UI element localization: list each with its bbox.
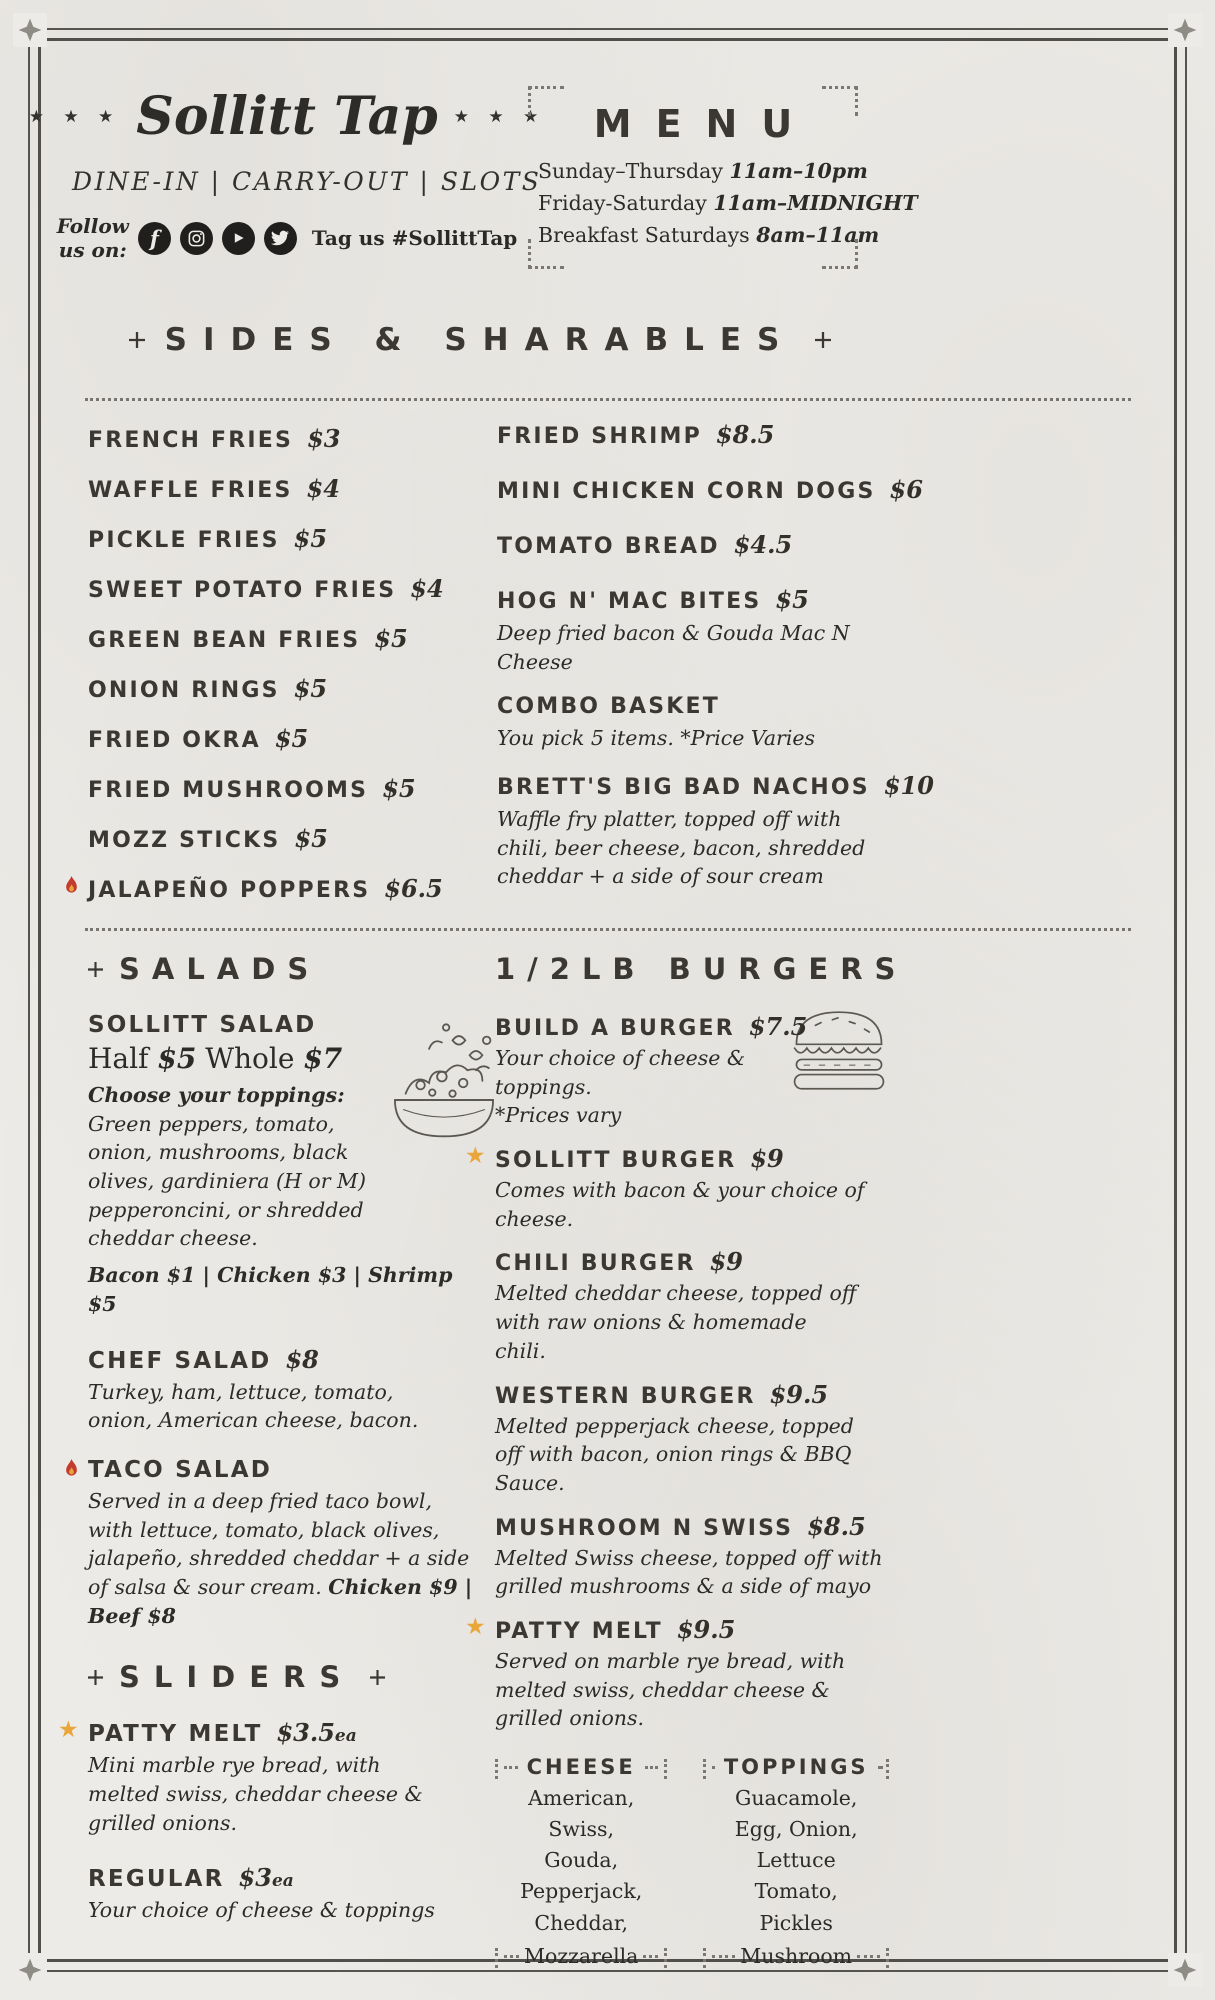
social-row <box>56 214 518 262</box>
item-description: Deep fried bacon & Gouda Mac N Cheese <box>497 621 850 674</box>
cheese-option: American, <box>528 1786 635 1810</box>
options-boxes <box>495 1755 889 1972</box>
menu-item <box>495 1380 889 1498</box>
menu-item <box>497 771 934 891</box>
brand-block <box>28 86 546 262</box>
item-name: BRETT'S BIG BAD NACHOS <box>497 775 870 801</box>
item-name: PATTY MELT <box>88 1721 263 1748</box>
cheese-option: Gouda, <box>544 1848 619 1873</box>
section-title-salads: SALADS <box>88 952 488 986</box>
menu-item <box>497 420 889 449</box>
menu-item <box>495 1247 889 1365</box>
cross-icon <box>815 332 831 348</box>
menu-item <box>497 475 923 504</box>
corner-ornament-icon <box>1168 1953 1202 1987</box>
item-description: Served in a deep fried taco bowl, with lettuce, tomato, black olives, jalapeño, shredded cheddar + a side of salsa & sour cream. Chicken $9 | Beef $8 <box>88 1488 473 1628</box>
stars-left: ★ ★ ★ <box>28 106 121 127</box>
logo: Sollitt Tap <box>136 86 438 147</box>
menu-item <box>497 585 889 676</box>
item-description: Your choice of cheese & toppings <box>88 1898 435 1923</box>
cheese-box <box>495 1755 667 1972</box>
item-name: COMBO BASKET <box>497 694 720 720</box>
item-name: WAFFLE FRIES <box>88 478 293 503</box>
item-description: Green peppers, tomato, onion, mushrooms, black olives, gardiniera (H or M) pepperoncini, or shredded cheddar cheese. <box>88 1111 367 1251</box>
item-options: Chicken $9 | Beef $8 <box>88 1574 473 1628</box>
dotted-edge <box>664 1948 667 1968</box>
item-price: $4 <box>410 574 444 603</box>
dotted-corner <box>822 239 858 269</box>
item-price: $5 <box>294 824 328 853</box>
cross-icon <box>129 332 145 348</box>
dotted-line <box>857 1955 880 1958</box>
corner-ornament-icon <box>13 1953 47 1987</box>
item-name: HOG N' MAC BITES <box>497 589 762 614</box>
item-price: $6 <box>889 475 923 504</box>
item-name: FRIED SHRIMP <box>497 424 702 449</box>
item-sizes: Half $5 Whole $7 <box>88 1042 343 1075</box>
dotted-line <box>643 1955 658 1958</box>
dotted-edge <box>886 1948 889 1968</box>
item-name: CHEF SALAD <box>88 1347 272 1374</box>
dotted-edge <box>495 1759 498 1779</box>
item-price: $9 <box>709 1247 744 1277</box>
dotted-corner <box>822 86 858 116</box>
twitter-icon <box>264 222 297 255</box>
item-price: $8.5 <box>715 420 775 449</box>
menu-item <box>88 1863 488 1925</box>
topping-option: Tomato, <box>754 1879 838 1904</box>
dotted-line <box>878 1766 880 1769</box>
topping-option: Lettuce <box>756 1848 836 1873</box>
item-name: PATTY MELT <box>495 1618 663 1644</box>
menu-item <box>495 1012 889 1130</box>
item-name: SWEET POTATO FRIES <box>88 578 397 603</box>
item-name: CHILI BURGER <box>495 1251 696 1277</box>
topping-option: Guacamole, <box>734 1786 858 1810</box>
menu-item <box>88 724 488 753</box>
sides-left-list <box>88 424 488 924</box>
item-description: Melted cheddar cheese, topped off with raw onions & homemade chili. <box>495 1281 857 1363</box>
cross-icon <box>370 1670 385 1685</box>
item-note: *Prices vary <box>495 1103 622 1128</box>
corner-ornament-icon <box>13 13 47 47</box>
menu-title: MENU <box>593 102 817 146</box>
cheese-box-title: CHEESE <box>526 1755 636 1779</box>
menu-item <box>88 774 488 803</box>
item-name: TACO SALAD <box>88 1456 273 1483</box>
item-price: $8.5 <box>807 1511 866 1541</box>
cross-icon <box>88 1670 103 1685</box>
dotted-line <box>645 1766 659 1769</box>
dotted-separator <box>85 398 1131 401</box>
item-price: $9.5 <box>676 1614 736 1644</box>
item-name: SOLLITT BURGER <box>495 1148 737 1174</box>
item-name: ONION RINGS <box>88 678 280 703</box>
item-price: $5 <box>274 724 309 753</box>
item-name: SOLLITT SALAD <box>88 1012 317 1038</box>
item-price: $10 <box>883 771 934 801</box>
menu-item <box>465 1613 889 1733</box>
item-price: $5 <box>775 585 809 614</box>
item-description: Turkey, ham, lettuce, tomato, onion, American cheese, bacon. <box>88 1379 419 1433</box>
item-name: PICKLE FRIES <box>88 528 280 553</box>
sides-right-list <box>497 420 934 909</box>
item-description: Waffle fry platter, topped off with chili, beer cheese, bacon, shredded cheddar + a side of sour cream <box>497 807 866 889</box>
item-description: Melted Swiss cheese, topped off with grilled mushrooms & a side of mayo <box>495 1545 883 1599</box>
section-title-sliders: SLIDERS <box>88 1660 488 1694</box>
cheese-option: Swiss, <box>548 1817 615 1842</box>
topping-option: Egg, Onion, <box>734 1817 858 1842</box>
section-title-sides: SIDES & SHARABLES <box>85 322 875 358</box>
menu-item <box>88 1457 488 1630</box>
menu-item <box>88 524 488 553</box>
menu-item <box>465 1143 889 1233</box>
hashtag: #SollittTap <box>391 226 518 250</box>
dotted-edge <box>495 1948 498 1968</box>
topping-option: Pickles <box>759 1910 833 1935</box>
item-price: $9 <box>750 1144 784 1174</box>
item-name: FRIED OKRA <box>88 728 261 753</box>
item-description: Comes with bacon & your choice of cheese. <box>495 1178 865 1231</box>
item-description: Your choice of cheese & toppings. <box>495 1046 746 1099</box>
corner-ornament-icon <box>1168 13 1202 47</box>
menu-item <box>88 424 488 453</box>
item-price: $9.5 <box>769 1379 829 1409</box>
item-name: TOMATO BREAD <box>497 534 720 559</box>
item-price: $5 <box>374 624 408 653</box>
toppings-label: Choose your toppings: <box>88 1083 345 1107</box>
toppings-box <box>703 1755 889 1972</box>
item-name: BUILD A BURGER <box>495 1016 735 1041</box>
dotted-edge <box>703 1948 706 1968</box>
salads-column <box>58 952 488 1925</box>
addon-prices: Bacon $1 | Chicken $3 | Shrimp $5 <box>88 1263 453 1316</box>
item-price: $6.5 <box>384 874 443 903</box>
spicy-flame-icon <box>64 876 79 895</box>
dotted-line <box>504 1955 519 1958</box>
tag-us-label: Tag us #SollittTap <box>311 226 518 250</box>
dotted-line <box>504 1766 518 1769</box>
item-price: $5 <box>293 674 328 703</box>
youtube-icon <box>222 222 255 255</box>
item-name: MUSHROOM N SWISS <box>495 1515 794 1541</box>
dotted-edge <box>703 1759 706 1779</box>
hours-box <box>528 86 918 269</box>
item-price: $4.5 <box>733 530 793 559</box>
item-price: $7.5 <box>748 1012 808 1041</box>
item-name: FRENCH FRIES <box>88 428 294 453</box>
item-price: $8 <box>285 1344 319 1374</box>
hours-line: Friday-Saturday 11am–MIDNIGHT <box>538 190 918 215</box>
section-title-burgers: 1/2LB BURGERS <box>495 952 908 986</box>
item-name: MOZZ STICKS <box>88 828 281 853</box>
dotted-edge <box>664 1759 667 1779</box>
instagram-icon <box>180 222 213 255</box>
item-name: JALAPEÑO POPPERS <box>88 878 371 903</box>
cheese-option: Pepperjack, <box>520 1879 643 1904</box>
featured-star-icon: ★ <box>58 1717 79 1744</box>
dotted-line <box>712 1766 714 1769</box>
item-description: Melted pepperjack cheese, topped off with bacon, onion rings & BBQ Sauce. <box>495 1413 854 1495</box>
menu-item <box>88 1012 488 1319</box>
dotted-corner <box>528 86 564 116</box>
item-price: $5 <box>293 524 328 553</box>
dotted-separator <box>85 928 1131 931</box>
item-name: MINI CHICKEN CORN DOGS <box>497 479 876 504</box>
dotted-edge <box>886 1759 889 1779</box>
item-description: Served on marble rye bread, with melted swiss, cheddar cheese & grilled onions. <box>495 1648 846 1731</box>
cheese-option: Cheddar, <box>534 1910 628 1935</box>
menu-item <box>88 1345 488 1435</box>
item-name: FRIED MUSHROOMS <box>88 778 369 803</box>
item-name: GREEN BEAN FRIES <box>88 628 361 653</box>
topping-option: Mushroom <box>740 1943 853 1968</box>
menu-item <box>88 474 488 503</box>
menu-item <box>58 1717 488 1837</box>
menu-item <box>88 574 488 603</box>
stars-right: ★ ★ ★ <box>453 106 546 127</box>
item-description: Mini marble rye bread, with melted swiss, cheddar cheese & grilled onions. <box>88 1753 423 1835</box>
item-description: You pick 5 items. *Price Varies <box>497 726 816 751</box>
follow-label: Follow us on: <box>56 214 129 262</box>
item-price: $3.5ea <box>276 1718 357 1748</box>
item-price: $3 <box>307 424 341 453</box>
menu-item <box>88 624 488 653</box>
item-price: $3ea <box>238 1863 294 1893</box>
hours-line: Breakfast Saturdays 8am–11am <box>538 222 880 247</box>
item-price: $4 <box>306 474 340 503</box>
cheese-option: Mozzarella <box>523 1943 639 1968</box>
spicy-flame-icon <box>64 1459 79 1478</box>
menu-item <box>495 1512 889 1601</box>
menu-item <box>88 674 488 703</box>
featured-star-icon: ★ <box>465 1143 486 1170</box>
service-tagline: DINE-IN | CARRY-OUT | SLOTS <box>72 167 542 196</box>
item-price: $5 <box>382 774 416 803</box>
cross-icon <box>88 962 103 977</box>
facebook-icon: f <box>138 222 171 255</box>
featured-star-icon: ★ <box>465 1613 486 1640</box>
toppings-box-title: TOPPINGS <box>723 1755 869 1779</box>
menu-item <box>88 874 488 903</box>
dotted-corner <box>528 239 564 269</box>
hours-line: Sunday–Thursday 11am–10pm <box>538 159 868 183</box>
menu-item <box>88 824 488 853</box>
menu-item <box>497 530 889 559</box>
burgers-column <box>465 952 908 1972</box>
menu-item <box>497 694 889 753</box>
item-name: REGULAR <box>88 1866 225 1893</box>
dotted-line <box>712 1955 735 1958</box>
item-name: WESTERN BURGER <box>495 1383 756 1409</box>
